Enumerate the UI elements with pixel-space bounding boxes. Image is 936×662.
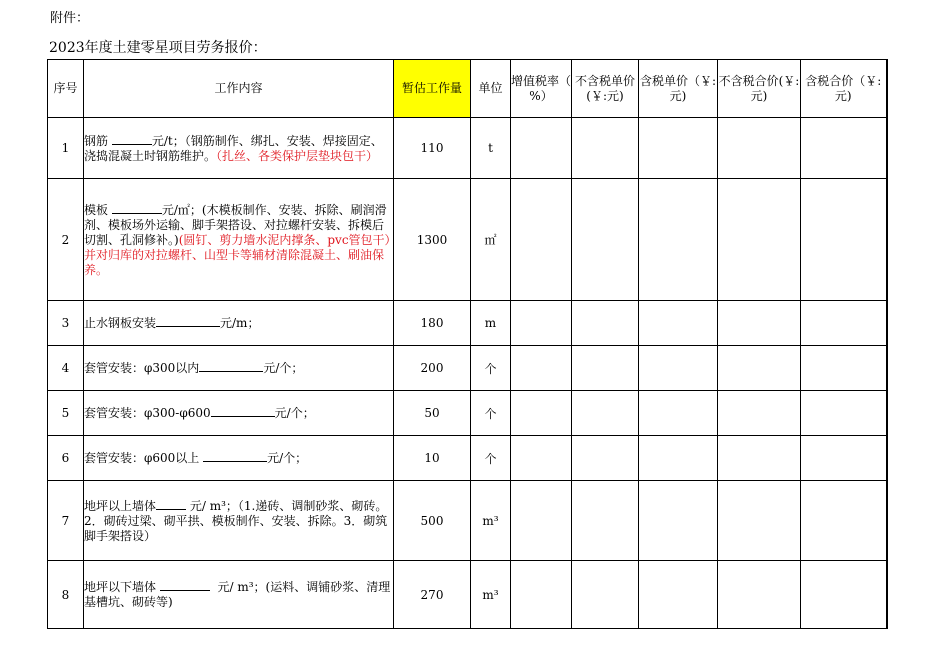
quote-table (47, 59, 888, 629)
item-name: 套管安装：φ300以内 (84, 361, 200, 375)
price-blank (112, 133, 152, 145)
total-ex-tax-cell[interactable] (718, 346, 801, 391)
table-row (48, 436, 887, 481)
total-ex-tax-cell[interactable] (718, 436, 801, 481)
vat-rate-cell[interactable] (511, 301, 572, 346)
row-content (84, 346, 394, 391)
total-inc-tax-cell[interactable] (801, 561, 887, 629)
row-content (84, 481, 394, 561)
table-row (48, 561, 887, 629)
total-ex-tax-cell[interactable] (718, 481, 801, 561)
row-content (84, 118, 394, 179)
total-ex-tax-cell[interactable] (718, 561, 801, 629)
table-row (48, 118, 887, 179)
row-seq: 5 (48, 391, 84, 436)
table-row (48, 179, 887, 301)
row-seq: 4 (48, 346, 84, 391)
unit-price-ex-tax-cell[interactable] (572, 346, 639, 391)
vat-rate-cell[interactable] (511, 561, 572, 629)
row-qty: 110 (394, 118, 471, 179)
unit-price-ex-tax-cell[interactable] (572, 481, 639, 561)
row-content (84, 391, 394, 436)
unit-price-inc-tax-cell[interactable] (639, 301, 718, 346)
unit-price-ex-tax-cell[interactable] (572, 561, 639, 629)
row-qty: 50 (394, 391, 471, 436)
item-desc: 元/个； (267, 451, 308, 465)
price-blank (112, 202, 162, 214)
header-est-qty: 暂估工作量 (394, 60, 471, 118)
row-seq: 8 (48, 561, 84, 629)
header-unit: 单位 (471, 60, 511, 118)
total-ex-tax-cell[interactable] (718, 301, 801, 346)
unit-price-ex-tax-cell[interactable] (572, 301, 639, 346)
row-qty: 1300 (394, 179, 471, 301)
vat-rate-cell[interactable] (511, 391, 572, 436)
unit-price-inc-tax-cell[interactable] (639, 179, 718, 301)
table-row (48, 346, 887, 391)
item-desc: 元/ m³；(运料、调铺砂浆、清理基槽坑、砌砖等) (84, 580, 391, 609)
row-seq: 3 (48, 301, 84, 346)
row-qty: 200 (394, 346, 471, 391)
price-blank (160, 579, 210, 591)
total-inc-tax-cell[interactable] (801, 481, 887, 561)
row-content (84, 179, 394, 301)
price-blank (199, 360, 263, 372)
item-desc: 元/个； (274, 406, 315, 420)
item-name: 套管安装：φ300-φ600 (84, 406, 211, 420)
unit-price-ex-tax-cell[interactable] (572, 436, 639, 481)
total-inc-tax-cell[interactable] (801, 301, 887, 346)
item-desc: 元/ m³；（1.递砖、调制砂浆、砌砖。2．砌砖过梁、砌平拱、模板制作、安装、拆除。3．砌筑脚手架搭设） (84, 498, 388, 543)
item-name: 模板 (84, 202, 109, 217)
unit-price-inc-tax-cell[interactable] (639, 481, 718, 561)
price-blank (156, 498, 186, 510)
total-inc-tax-cell[interactable] (801, 179, 887, 301)
row-qty: 10 (394, 436, 471, 481)
row-unit: 个 (471, 346, 511, 391)
unit-price-inc-tax-cell[interactable] (639, 561, 718, 629)
unit-price-inc-tax-cell[interactable] (639, 391, 718, 436)
document-title: 2023年度土建零星项目劳务报价： (49, 40, 267, 56)
price-blank (211, 405, 275, 417)
total-ex-tax-cell[interactable] (718, 179, 801, 301)
header-seq: 序号 (48, 60, 84, 118)
row-unit: 个 (471, 436, 511, 481)
table-row (48, 481, 887, 561)
item-note: （扎丝、各类保护层垫块包干） (216, 148, 379, 163)
vat-rate-cell[interactable] (511, 118, 572, 179)
table-row (48, 301, 887, 346)
vat-rate-cell[interactable] (511, 179, 572, 301)
item-desc: 元/个； (263, 361, 304, 375)
header-row (48, 60, 887, 118)
header-total-ex-tax: 不含税合价(￥:元) (718, 60, 801, 118)
row-content (84, 436, 394, 481)
row-qty: 500 (394, 481, 471, 561)
header-vat-rate: 增值税率（ %） (511, 60, 572, 118)
item-note: (圆钉、剪力墙水泥内撑条、pvc管包干）并对归库的对拉螺杆、山型卡等辅材清除混凝土、刷油保养。 (84, 232, 391, 277)
total-inc-tax-cell[interactable] (801, 118, 887, 179)
unit-price-inc-tax-cell[interactable] (639, 346, 718, 391)
header-unit-price-ex-tax: 不含税单价(￥:元) (572, 60, 639, 118)
item-name: 止水钢板安装 (84, 316, 157, 330)
header-total-inc-tax: 含税合价（￥:元) (801, 60, 887, 118)
item-desc: 元/t；（钢筋制作、绑扎、安装、焊接固定、浇捣混凝土时钢筋维护。 (84, 133, 383, 163)
vat-rate-cell[interactable] (511, 436, 572, 481)
unit-price-ex-tax-cell[interactable] (572, 179, 639, 301)
total-inc-tax-cell[interactable] (801, 436, 887, 481)
item-desc: 元/m； (220, 316, 260, 330)
price-blank (156, 315, 220, 327)
row-unit: 个 (471, 391, 511, 436)
item-name: 套管安装：φ600以上 (84, 451, 200, 465)
total-inc-tax-cell[interactable] (801, 391, 887, 436)
row-seq: 6 (48, 436, 84, 481)
row-qty: 270 (394, 561, 471, 629)
row-unit: m (471, 301, 511, 346)
row-unit: m³ (471, 481, 511, 561)
header-unit-price-inc-tax: 含税单价（￥:元) (639, 60, 718, 118)
total-inc-tax-cell[interactable] (801, 346, 887, 391)
row-seq: 7 (48, 481, 84, 561)
unit-price-ex-tax-cell[interactable] (572, 391, 639, 436)
item-name: 地坪以下墙体 (84, 580, 157, 594)
vat-rate-cell[interactable] (511, 481, 572, 561)
unit-price-ex-tax-cell[interactable] (572, 118, 639, 179)
item-desc: 元/㎡；(木模板制作、安装、拆除、刷润滑剂、模板场外运输、脚手架搭设、对拉螺杆安装、拆模后切割、孔洞修补。) (84, 202, 387, 247)
row-unit: ㎡ (471, 179, 511, 301)
item-name: 钢筋 (84, 133, 109, 148)
row-unit: t (471, 118, 511, 179)
header-content: 工作内容 (84, 60, 394, 118)
total-ex-tax-cell[interactable] (718, 391, 801, 436)
row-seq: 2 (48, 179, 84, 301)
unit-price-inc-tax-cell[interactable] (639, 436, 718, 481)
row-unit: m³ (471, 561, 511, 629)
row-content (84, 301, 394, 346)
row-qty: 180 (394, 301, 471, 346)
attachment-label: 附件： (50, 11, 90, 26)
item-name: 地坪以上墙体 (84, 498, 157, 513)
vat-rate-cell[interactable] (511, 346, 572, 391)
row-content (84, 561, 394, 629)
price-blank (203, 450, 267, 462)
total-ex-tax-cell[interactable] (718, 118, 801, 179)
row-seq: 1 (48, 118, 84, 179)
unit-price-inc-tax-cell[interactable] (639, 118, 718, 179)
table-row (48, 391, 887, 436)
